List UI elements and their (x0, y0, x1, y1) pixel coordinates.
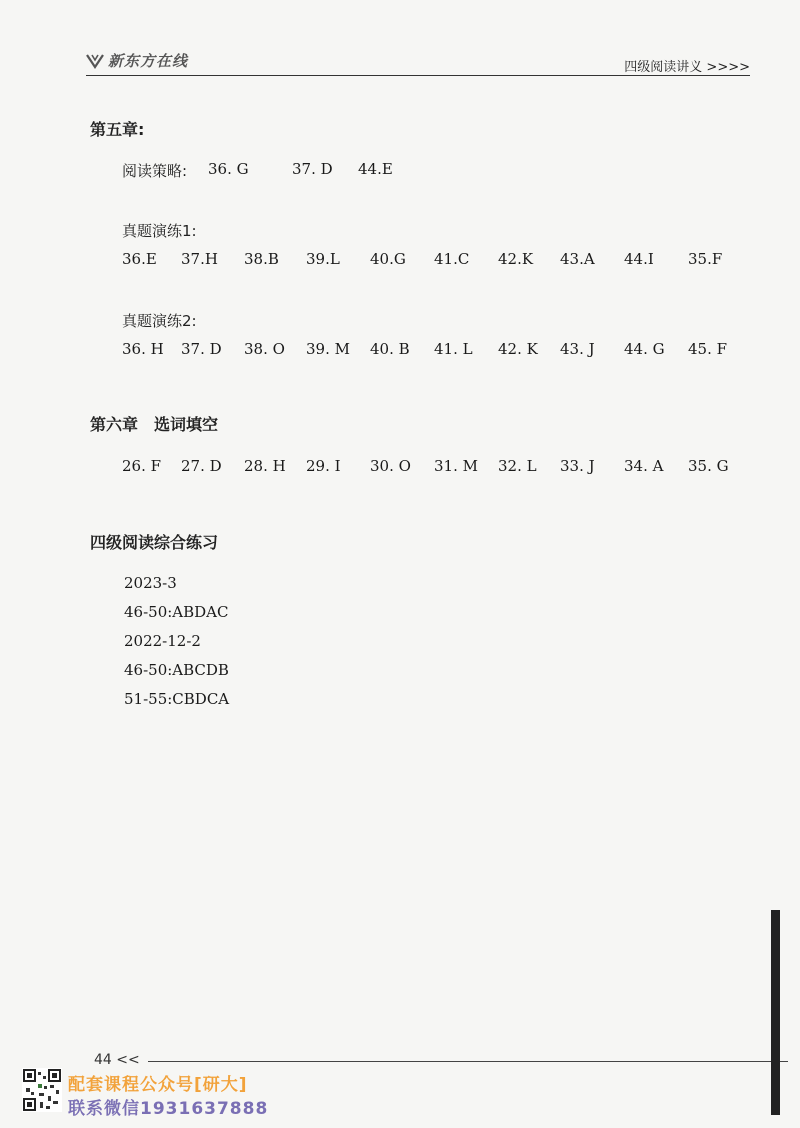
answer-item: 41.C (434, 250, 470, 268)
header-divider (86, 75, 750, 76)
answer-item: 27. D (181, 457, 222, 475)
comprehensive-line: 46-50:ABDAC (124, 603, 229, 621)
answer-item: 31. M (434, 457, 478, 475)
answer-item: 44.I (624, 250, 654, 268)
answer-item: 35. G (688, 457, 729, 475)
answer-item: 36.E (122, 250, 157, 268)
answer-item: 34. A (624, 457, 664, 475)
answer-item: 37.H (181, 250, 218, 268)
answer-item: 35.F (688, 250, 723, 268)
answer-item: 42. K (498, 340, 538, 358)
answer-item: 32. L (498, 457, 537, 475)
header-title: 四级阅读讲义 >>>> (624, 60, 750, 75)
qr-code-icon[interactable] (22, 1068, 62, 1112)
answer-item: 40.G (370, 250, 406, 268)
logo (86, 50, 188, 71)
page-edge-bar (771, 910, 780, 1115)
answer-item: 39. M (306, 340, 350, 358)
answer-item: 26. F (122, 457, 162, 475)
comprehensive-line: 46-50:ABCDB (124, 661, 229, 679)
strategy-answer: 37. D (292, 160, 333, 178)
answer-item: 43.A (560, 250, 595, 268)
promo-line-2: 联系微信1931637888 (68, 1099, 269, 1119)
answer-item: 45. F (688, 340, 728, 358)
promo-line-1: 配套课程公众号[研大] (68, 1075, 248, 1095)
answer-item: 40. B (370, 340, 410, 358)
strategy-answer: 36. G (208, 160, 249, 178)
strategy-label: 阅读策略: (122, 162, 188, 180)
answer-item: 38. O (244, 340, 285, 358)
answer-item: 41. L (434, 340, 473, 358)
answer-item: 36. H (122, 340, 164, 358)
practice1-title: 真题演练1: (122, 222, 197, 240)
comprehensive-line: 51-55:CBDCA (124, 690, 230, 708)
answer-item: 39.L (306, 250, 340, 268)
logo-text: 新东方在线 (108, 52, 189, 70)
answer-item: 44. G (624, 340, 665, 358)
answer-item: 37. D (181, 340, 222, 358)
answer-item: 33. J (560, 457, 595, 475)
comprehensive-title: 四级阅读综合练习 (90, 533, 219, 552)
footer-divider (148, 1061, 788, 1062)
answer-item: 42.K (498, 250, 534, 268)
practice2-title: 真题演练2: (122, 312, 197, 330)
answer-item: 29. I (306, 457, 341, 475)
comprehensive-line: 2023-3 (124, 574, 177, 592)
page-number: 44 << (94, 1052, 140, 1068)
strategy-answer: 44.E (358, 160, 393, 178)
comprehensive-line: 2022-12-2 (124, 632, 201, 650)
chapter5-title: 第五章: (90, 120, 145, 139)
answer-item: 38.B (244, 250, 279, 268)
answer-item: 30. O (370, 457, 411, 475)
chapter6-title: 第六章 选词填空 (90, 415, 219, 434)
answer-item: 43. J (560, 340, 595, 358)
answer-item: 28. H (244, 457, 286, 475)
logo-mark-icon (86, 53, 104, 69)
